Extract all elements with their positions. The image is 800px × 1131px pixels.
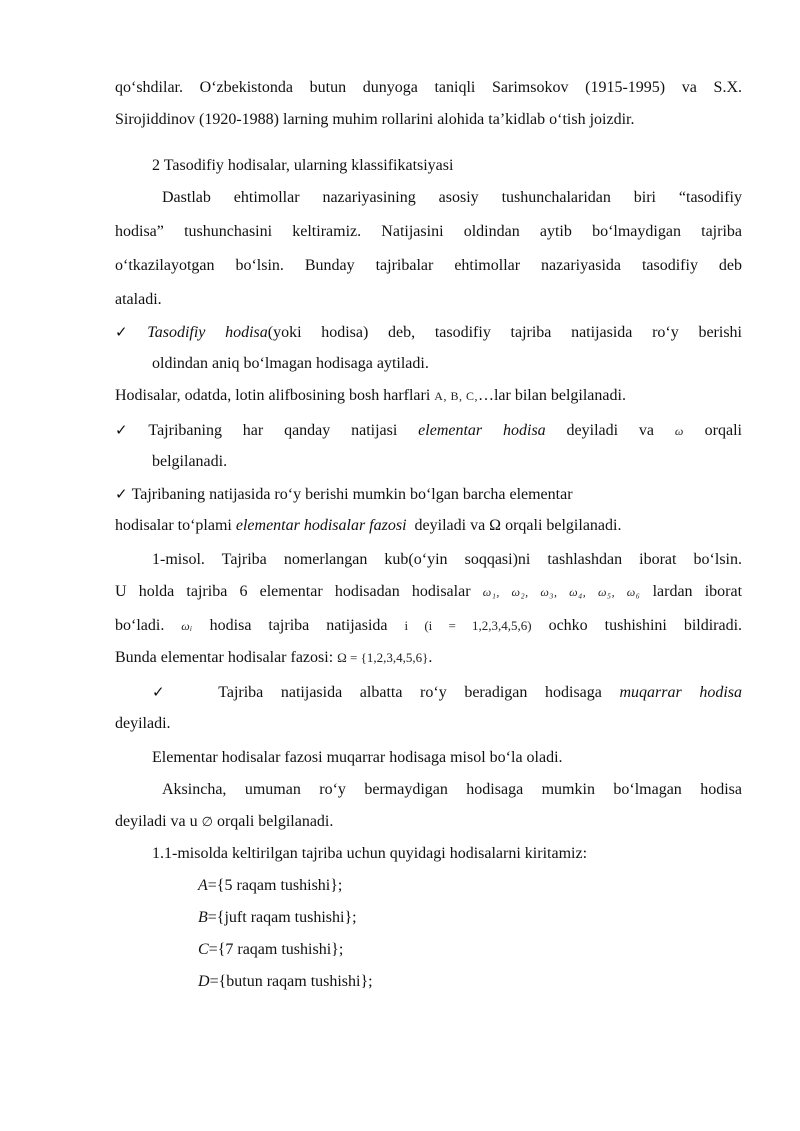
event-definition: C={7 raqam tushishi};: [198, 941, 344, 958]
paragraph-line: 1.1-misolda keltirilgan tajriba uchun quyidagi hodisalarni kiritamiz:: [152, 845, 588, 862]
math-expression: ω₁, ω₂, ω₃, ω₄, ω₅, ω₆: [482, 585, 641, 599]
paragraph-line: bo‘ladi. ωᵢ hodisa tajriba natijasida i (i = 1,2,3,4,5,6) ochko tushishini bildiradi.: [115, 617, 743, 634]
math-expression: Ω = {1,2,3,4,5,6}: [337, 650, 429, 665]
paragraph-line: belgilanadi.: [152, 453, 228, 470]
paragraph-line: Sirojiddinov (1920-1988) larning muhim rollarini alohida ta’kidlab o‘tish joizdir.: [115, 111, 635, 128]
checkmark-icon: ✓: [152, 683, 179, 701]
definition-line: ✓ Tajribaning har qanday natijasi elementar hodisa deyiladi va ω orqali: [115, 421, 742, 439]
paragraph-line: deyiladi va u ∅ orqali belgilanadi.: [115, 813, 334, 830]
paragraph-line: Bunda elementar hodisalar fazosi: Ω = {1,2,3,4,5,6}.: [115, 649, 433, 666]
paragraph-line: oldindan aniq bo‘lmagan hodisaga aytiladi.: [152, 355, 429, 372]
term: muqarrar hodisa: [619, 684, 742, 701]
term: Tasodifiy hodisa: [147, 324, 268, 341]
paragraph-line: Elementar hodisalar fazosi muqarrar hodisaga misol bo‘la oladi.: [152, 749, 563, 766]
paragraph-line: Hodisalar, odatda, lotin alifbosining bosh harflari A, B, C,…lar bilan belgilanadi.: [115, 387, 626, 404]
paragraph-line: U holda tajriba 6 elementar hodisadan hodisalar ω₁, ω₂, ω₃, ω₄, ω₅, ω₆ lardan iborat: [115, 583, 743, 600]
paragraph-line: Aksincha, umuman ro‘y bermaydigan hodisaga mumkin bo‘lmagan hodisa: [162, 781, 742, 798]
checkmark-icon: ✓: [115, 323, 144, 341]
paragraph-line: hodisa” tushunchasini keltiramiz. Natijasini oldindan aytib bo‘lmaydigan tajriba: [115, 223, 742, 240]
paragraph-line: qo‘shdilar. O‘zbekistonda butun dunyoga taniqli Sarimsokov (1915-1995) va S.X.: [115, 79, 742, 96]
event-definition: A={5 raqam tushishi};: [198, 877, 343, 894]
definition-line: ✓ Tajriba natijasida albatta ro‘y beradigan hodisaga muqarrar hodisa: [152, 683, 742, 701]
checkmark-icon: ✓: [115, 421, 145, 439]
paragraph-line: 1-misol. Tajriba nomerlangan kub(o‘yin soqqasi)ni tashlashdan iborat bo‘lsin.: [152, 551, 742, 568]
checkmark-icon: ✓: [115, 485, 128, 503]
section-heading: 2 Tasodifiy hodisalar, ularning klassifikatsiyasi: [152, 157, 454, 174]
term: elementar hodisalar fazosi: [235, 517, 407, 534]
paragraph-line: ataladi.: [115, 291, 162, 308]
paragraph-line: deyiladi.: [115, 715, 171, 732]
math-expression: i (i = 1,2,3,4,5,6): [404, 618, 532, 633]
event-definition: B={juft raqam tushishi};: [198, 909, 357, 926]
math-expression: ω: [674, 424, 684, 438]
definition-line: ✓ Tajribaning natijasida ro‘y berishi mumkin bo‘lgan barcha elementar: [115, 485, 573, 503]
math-expression: ωᵢ: [181, 619, 193, 633]
term: elementar hodisa: [418, 422, 546, 439]
paragraph-line: hodisalar to‘plami elementar hodisalar fazosi deyiladi va Ω orqali belgilanadi.: [115, 517, 622, 534]
empty-set-symbol: ∅: [201, 814, 213, 829]
definition-line: ✓ Tasodifiy hodisa(yoki hodisa) deb, tasodifiy tajriba natijasida ro‘y berishi: [115, 323, 742, 341]
math-expression: A, B, C,: [434, 389, 478, 403]
paragraph-line: Dastlab ehtimollar nazariyasining asosiy tushunchalaridan biri “tasodifiy: [162, 189, 742, 206]
paragraph-line: o‘tkazilayotgan bo‘lsin. Bunday tajribalar ehtimollar nazariyasida tasodifiy deb: [115, 257, 742, 274]
event-definition: D={butun raqam tushishi};: [198, 973, 373, 990]
